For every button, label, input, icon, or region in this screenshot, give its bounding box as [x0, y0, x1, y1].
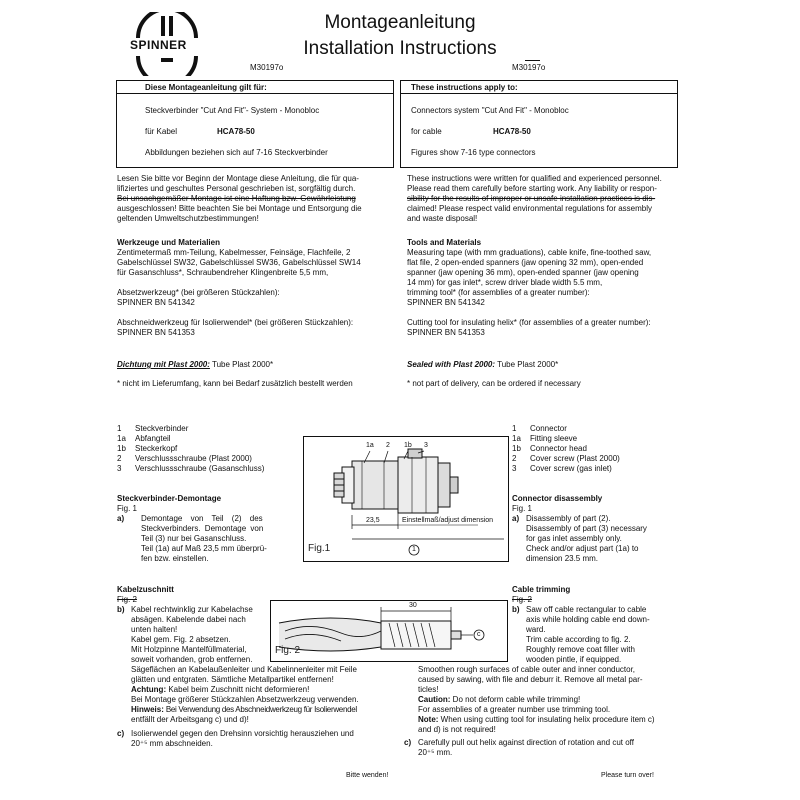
- part-name: Cover screw (gas inlet): [530, 464, 612, 473]
- page-title-english: Installation Instructions: [303, 38, 497, 59]
- trimming-line: unten halten!: [131, 625, 178, 634]
- part-number: 3: [512, 464, 517, 473]
- trimming-line: Smoothen rough surfaces of cable outer and inner conductor,: [418, 665, 636, 674]
- tools-line: Gabelschlüssel SW32, Gabelschlüssel SW36, Gabelschlüssel SW14: [117, 258, 361, 267]
- intro-line: and waste disposal!: [407, 214, 478, 223]
- fig1-label-1: 1: [412, 546, 416, 553]
- intro-line: geltenden Umweltschutzbestimmungen!: [117, 214, 259, 223]
- part-number: 2: [512, 454, 517, 463]
- tools-line: für Gasanschluss*, Schraubendreher Klingenbreite 5,5 mm,: [117, 268, 329, 277]
- parts-list-item: [117, 444, 264, 454]
- fig1-label-1b: 1b: [404, 442, 412, 449]
- trimming-line: soweit vorhanden, grob entfernen.: [131, 655, 253, 664]
- trimming-line: Kabel gem. Fig. 2 absetzen.: [131, 635, 231, 644]
- applies-box-english: [400, 80, 678, 168]
- trimming-line: For assemblies of a greater number use trimming tool.: [418, 705, 611, 714]
- part-name: Abfangteil: [135, 434, 171, 443]
- part-number: 1: [117, 424, 122, 433]
- footnote-english: * not part of delivery, can be ordered if necessary: [407, 379, 581, 388]
- parts-list-item: [117, 464, 264, 474]
- trimming-note: [418, 715, 655, 725]
- tools-line: Measuring tape (with mm graduations), cable knife, fine-toothed saw,: [407, 248, 652, 257]
- tools-line: Zentimetermaß mm-Teilung, Kabelmesser, Feinsäge, Flachfeile, 2: [117, 248, 351, 257]
- applies-cable-label: für Kabel: [145, 127, 178, 136]
- applies-box-divider: [117, 93, 393, 94]
- tools-heading: Werkzeuge und Materialien: [117, 238, 220, 247]
- trimming-line: Carefully pull out helix against direction of rotation and cut off: [418, 738, 634, 747]
- trimming-fig-ref: Fig. 2: [512, 595, 533, 604]
- tools-line: flat file, 2 open-ended spanners (jaw opening 32 mm), open-ended: [407, 258, 644, 267]
- intro-german: [117, 174, 362, 224]
- brand-name: SPINNER: [130, 38, 187, 52]
- trimming-fig-ref: Fig. 2: [117, 595, 138, 604]
- part-name: Connector: [530, 424, 567, 433]
- disassembly-heading: Connector disassembly: [512, 494, 603, 503]
- part-name: Fitting sleeve: [530, 434, 578, 443]
- parts-list-item: [512, 434, 620, 444]
- sealing-product: Tube Plast 2000*: [495, 360, 559, 369]
- trimming-item-c: c): [117, 729, 125, 738]
- trimming-line: Sägeflächen an Kabelaußenleiter und Kabelinnenleiter mit Feile: [131, 665, 357, 674]
- note-text: When using cutting tool for insulating helix procedure item c): [438, 715, 655, 724]
- fig1-dimension-text: Einstellmaß/adjust dimension: [402, 517, 494, 524]
- part-name: Connector head: [530, 444, 587, 453]
- trimming-english: [512, 585, 650, 664]
- note-label: Note:: [418, 715, 439, 724]
- disassembly-line: Check and/or adjust part (1a) to: [526, 544, 639, 553]
- trimming-line: 20⁺⁵ mm abschneiden.: [131, 739, 213, 748]
- part-name: Verschlussschraube (Plast 2000): [135, 454, 252, 463]
- document-number-left: M30197o: [250, 63, 284, 72]
- fig1-label-3: 3: [424, 442, 428, 449]
- disassembly-line: Steckverbinders. Demontage von: [141, 524, 264, 533]
- parts-list-english: [512, 424, 620, 474]
- part-number: 2: [117, 454, 122, 463]
- disassembly-text: [526, 514, 647, 564]
- trimming-line: axis while holding cable end down-: [526, 615, 650, 624]
- spinner-logo: [128, 12, 206, 76]
- trimming-line: caused by sawing, with file and deburr it. Remove all metal par-: [418, 675, 643, 684]
- header-rule-mark: [525, 60, 540, 61]
- intro-line: Bei unsachgemäßer Montage ist eine Haftung bzw. Gewährleistung: [117, 194, 356, 203]
- sealing-product: Tube Plast 2000*: [209, 360, 274, 369]
- document-number-right: M30197o: [512, 63, 546, 72]
- parts-list-item: [512, 464, 620, 474]
- trimming-line: absägen. Kabelende dabei nach: [131, 615, 246, 624]
- tools-line: trimming tool* (for assemblies of a greater number):: [407, 288, 590, 297]
- trimming-caution: [131, 685, 359, 695]
- fig2-dimension-value: 30: [409, 602, 417, 609]
- tool-cutting-number: SPINNER BN 541353: [117, 328, 195, 337]
- parts-list-german: [117, 424, 264, 474]
- disassembly-line: Demontage von Teil (2) des: [141, 514, 263, 523]
- intro-line: sibility for the results of improper or unsafe installation practices is dis-: [407, 194, 656, 203]
- trimming-line: 20⁺⁵ mm.: [418, 748, 453, 757]
- parts-list-item: [512, 454, 620, 464]
- trimming-caution: [418, 695, 655, 705]
- applies-heading: Diese Montageanleitung gilt für:: [145, 83, 267, 92]
- disassembly-line: Teil (1a) auf Maß 23,5 mm überprü-: [141, 544, 267, 553]
- disassembly-text: [141, 514, 267, 564]
- trimming-line: Mit Holzpinne Mantelfüllmaterial,: [131, 645, 247, 654]
- fig1-dimension-value: 23,5: [366, 517, 380, 524]
- caution-label: Caution:: [418, 695, 451, 704]
- part-number: 3: [117, 464, 122, 473]
- disassembly-heading: Steckverbinder-Demontage: [117, 494, 222, 503]
- applies-cable-value: HCA78-50: [217, 127, 255, 136]
- parts-list-item: [117, 424, 264, 434]
- disassembly-item-a: a): [117, 514, 125, 523]
- hint-text: Bei Verwendung des Abschneidwerkzeug für Isolierwendel: [163, 705, 357, 714]
- parts-list-item: [512, 424, 620, 434]
- trimming-text-c: [131, 729, 354, 749]
- part-name: Steckverbinder: [135, 424, 189, 433]
- trimming-line: and d) is not required!: [418, 725, 496, 734]
- parts-list-item: [117, 434, 264, 444]
- page-title-german: Montageanleitung: [324, 12, 476, 33]
- disassembly-fig-ref: Fig. 1: [512, 504, 533, 513]
- applies-cable-label: for cable: [411, 127, 442, 136]
- trimming-line: ward.: [526, 625, 546, 634]
- footnote-german: * nicht im Lieferumfang, kann bei Bedarf zusätzlich bestellt werden: [117, 379, 353, 388]
- sealing-german: [117, 360, 273, 370]
- trimming-item-b: b): [117, 605, 125, 614]
- trimming-text-b: [526, 605, 650, 665]
- part-number: 1a: [117, 434, 126, 443]
- trimming-line: glätten und entgraten. Sämtliche Metallpartikel entfernen!: [131, 675, 334, 684]
- disassembly-line: Disassembly of part (2).: [526, 514, 611, 523]
- footer-turn-over-german: Bitte wenden!: [346, 772, 389, 779]
- intro-english: [407, 174, 662, 224]
- part-name: Steckerkopf: [135, 444, 178, 453]
- part-number: 1a: [512, 434, 521, 443]
- caution-text: Do not deform cable while trimming!: [450, 695, 581, 704]
- disassembly-line: for gas inlet assembly only.: [526, 534, 622, 543]
- disassembly-english: [512, 494, 647, 563]
- intro-line: claimed! Please respect valid environmental regulations for assembly: [407, 204, 653, 213]
- intro-line: ausgeschlossen! Bitte beachten Sie bei Montage und Entsorgung die: [117, 204, 362, 213]
- applies-system: Connectors system "Cut And Fit" - Monobloc: [411, 106, 569, 115]
- intro-line: Lesen Sie bitte vor Beginn der Montage diese Anleitung, die für qua-: [117, 174, 359, 183]
- parts-list-item: [117, 454, 264, 464]
- trimming-line: Roughly remove coat filler with: [526, 645, 635, 654]
- tools-heading: Tools and Materials: [407, 238, 482, 247]
- trimming-english-c: [418, 738, 634, 758]
- fig1-label-1a: 1a: [366, 442, 374, 449]
- tools-english: [407, 238, 651, 338]
- intro-line: lifiziertes und geschultes Personal geschrieben ist, sorgfältig durch.: [117, 184, 356, 193]
- hint-label: Hinweis:: [131, 705, 164, 714]
- caution-label: Achtung:: [131, 685, 167, 694]
- parts-list-item: [512, 444, 620, 454]
- applies-heading: These instructions apply to:: [411, 83, 518, 92]
- trimming-english-continued: [418, 665, 655, 735]
- sealing-english: [407, 360, 558, 370]
- tool-trimming: Absetzwerkzeug* (bei größeren Stückzahlen):: [117, 288, 280, 297]
- disassembly-fig-ref: Fig. 1: [117, 504, 138, 513]
- trimming-german: [117, 585, 359, 748]
- figure-1: [303, 436, 509, 562]
- part-number: 1b: [512, 444, 521, 453]
- disassembly-line: Disassembly of part (3) necessary: [526, 524, 647, 533]
- part-name: Cover screw (Plast 2000): [530, 454, 620, 463]
- part-number: 1b: [117, 444, 126, 453]
- trimming-line: entfällt der Arbeitsgang c) und d)!: [131, 715, 249, 724]
- footer-turn-over-english: Please turn over!: [601, 772, 654, 779]
- applies-figures: Figures show 7-16 type connectors: [411, 148, 536, 157]
- trimming-line: Kabel rechtwinklig zur Kabelachse: [131, 605, 253, 614]
- applies-cable-value: HCA78-50: [493, 127, 531, 136]
- applies-system: Steckverbinder "Cut And Fit"- System - Monobloc: [145, 106, 320, 115]
- caution-text: Kabel beim Zuschnitt nicht deformieren!: [166, 685, 310, 694]
- disassembly-german: [117, 494, 267, 563]
- applies-box-german: [116, 80, 394, 168]
- part-name: Verschlussschraube (Gasanschluss): [135, 464, 265, 473]
- fig2-label-c: c: [477, 631, 481, 638]
- applies-box-divider: [401, 93, 677, 94]
- trimming-line: Saw off cable rectangular to cable: [526, 605, 647, 614]
- trimming-heading: Kabelzuschnitt: [117, 585, 174, 594]
- trimming-line: Trim cable according to fig. 2.: [526, 635, 631, 644]
- disassembly-item-a: a): [512, 514, 520, 523]
- sealing-label: Sealed with Plast 2000:: [407, 360, 496, 369]
- trimming-line: ticles!: [418, 685, 439, 694]
- trimming-item-b: b): [512, 605, 520, 614]
- trimming-line: Bei Montage größerer Stückzahlen Absetzwerkzeug verwenden.: [131, 695, 359, 704]
- disassembly-line: Teil (3) nur bei Gasanschluss.: [141, 534, 247, 543]
- tool-trimming-number: SPINNER BN 541342: [117, 298, 195, 307]
- tool-cutting-number: SPINNER BN 541353: [407, 328, 485, 337]
- part-number: 1: [512, 424, 517, 433]
- fig1-caption: Fig.1: [308, 543, 331, 554]
- trimming-hint: [131, 705, 359, 715]
- intro-line: These instructions were written for qualified and experienced personnel.: [407, 174, 662, 183]
- applies-figures: Abbildungen beziehen sich auf 7-16 Steckverbinder: [145, 148, 328, 157]
- tools-line: spanner (jaw opening 36 mm), open-ended spanner (jaw opening: [407, 268, 639, 277]
- intro-line: Please read them carefully before starting work. Any liability or respon-: [407, 184, 657, 193]
- disassembly-line: fen bzw. einstellen.: [141, 554, 209, 563]
- tool-cutting: Cutting tool for insulating helix* (for assemblies of a greater number):: [407, 318, 651, 327]
- trimming-text-b: [131, 605, 359, 725]
- fig1-label-2: 2: [386, 442, 390, 449]
- disassembly-line: dimension 23.5 mm.: [526, 554, 599, 563]
- tool-trimming-number: SPINNER BN 541342: [407, 298, 485, 307]
- trimming-heading: Cable trimming: [512, 585, 571, 594]
- sealing-label: Dichtung mit Plast 2000:: [117, 360, 210, 369]
- tool-cutting: Abschneidwerkzeug für Isolierwendel* (bei größeren Stückzahlen):: [117, 318, 354, 327]
- trimming-line: wooden pintle, if equipped.: [526, 655, 622, 664]
- trimming-item-c: c): [404, 738, 412, 747]
- connector-drawing: [304, 437, 508, 561]
- tools-line: 14 mm) for gas inlet*, screw driver blade width 5.5 mm,: [407, 278, 603, 287]
- tools-german: [117, 238, 361, 338]
- trimming-line: Isolierwendel gegen den Drehsinn vorsichtig herausziehen und: [131, 729, 354, 738]
- fig2-caption: Fig. 2: [275, 645, 301, 656]
